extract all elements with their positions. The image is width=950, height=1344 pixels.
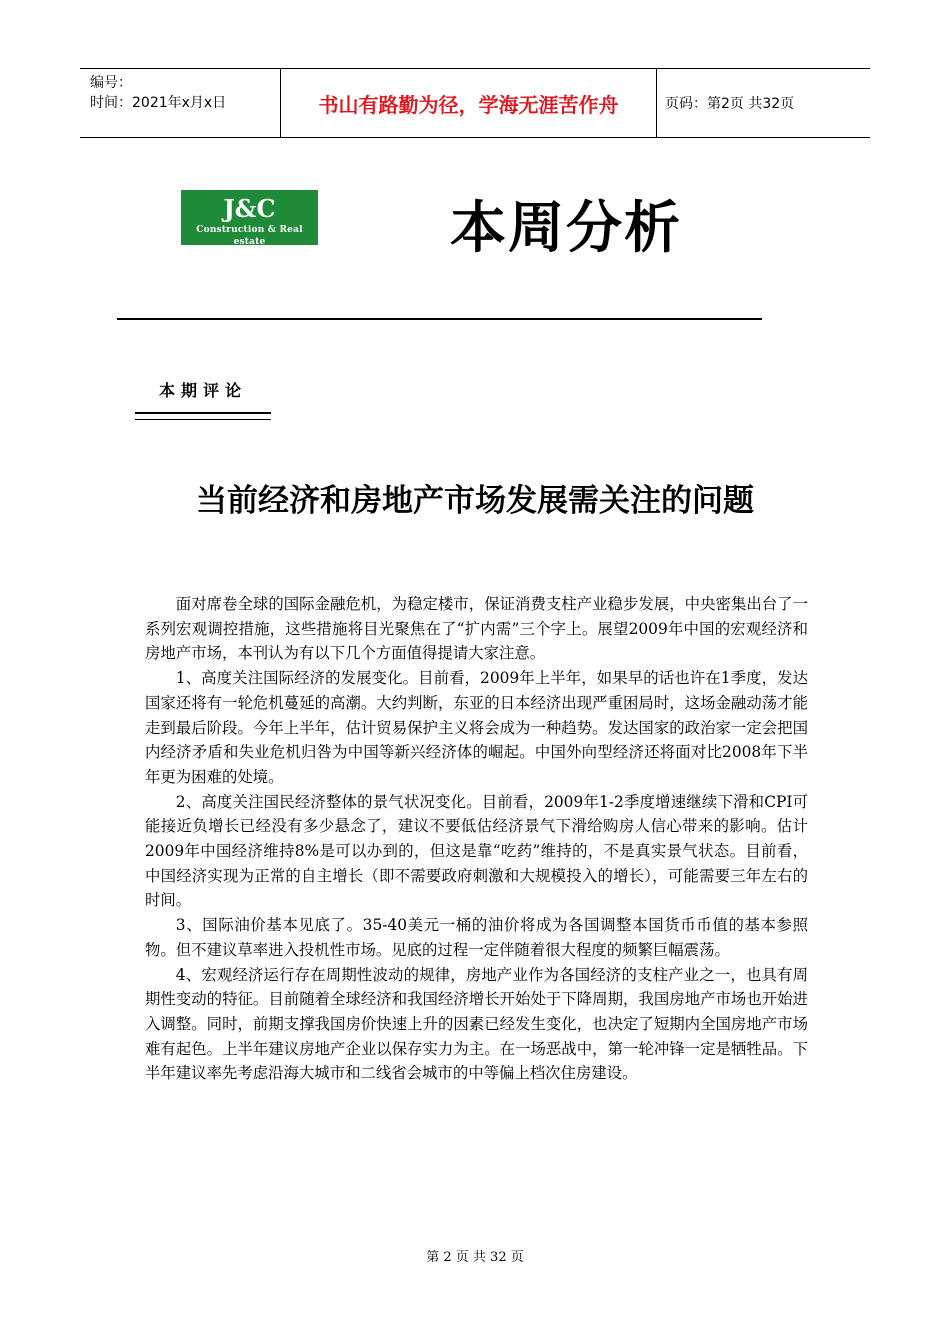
logo-main-text: J&C bbox=[223, 194, 276, 223]
title-divider bbox=[117, 318, 762, 320]
document-header bbox=[80, 68, 870, 138]
company-logo bbox=[181, 190, 318, 245]
article-title: 当前经济和房地产市场发展需关注的问题 bbox=[196, 483, 754, 519]
header-meta bbox=[80, 69, 281, 137]
section-label: 本期评论 bbox=[158, 381, 247, 400]
page-title: 本周分析 bbox=[450, 195, 682, 261]
section-rule-thick bbox=[135, 412, 271, 414]
paragraph: 4、宏观经济运行存在周期性波动的规律，房地产业作为各国经济的支柱产业之一，也具有周期性变动的特征。目前随着全球经济和我国经济增长开始处于下降周期，我国房地产市场也开始进入调整。同时，前期支撑我国房价快速上升的因素已经发生变化，也决定了短期内全国房地产市场难有起色。上半年建议房地产企业以保存实力为主。在一场恶战中，第一轮冲锋一定是牺牲品。下半年建议率先考虑沿海大城市和二线省会城市的中等偏上档次住房建设。 bbox=[145, 965, 808, 1083]
paragraph: 3、国际油价基本见底了。35-40美元一桶的油价将成为各国调整本国货币币值的基本参照物。但不建议草率进入投机性市场。见底的过程一定伴随着很大程度的频繁巨幅震荡。 bbox=[145, 916, 808, 959]
header-page-info: 页码：第2页 共32页 bbox=[665, 96, 795, 112]
paragraph: 面对席卷全球的国际金融危机，为稳定楼市，保证消费支柱产业稳步发展，中央密集出台了一系列宏观调控措施，这些措施将目光聚焦在了“扩内需”三个字上。展望2009年中国的宏观经济和房地产市场，本刊认为有以下几个方面值得提请大家注意。 bbox=[145, 595, 808, 663]
document-number: 编号： bbox=[90, 75, 132, 91]
header-motto: 书山有路勤为径，学海无涯苦作舟 bbox=[281, 69, 657, 137]
paragraph: 2、高度关注国民经济整体的景气状况变化。目前看，2009年1-2季度增速继续下滑和CPI可能接近负增长已经没有多少悬念了，建议不要低估经济景气下滑给购房人信心带来的影响。估计2009年中国经济维持8%是可以办到的，但这是靠“吃药”维持的，不是真实景气状态。目前看，中国经济实现为正常的自主增长（即不需要政府刺激和大规模投入的增长），可能需要三年左右的时间。 bbox=[145, 792, 808, 910]
logo-sub-text: Construction & Real estate bbox=[196, 225, 303, 247]
article-body bbox=[145, 592, 808, 1086]
paragraph: 1、高度关注国际经济的发展变化。目前看，2009年上半年，如果早的话也许在1季度，发达国家还将有一轮危机蔓延的高潮。大约判断，东亚的日本经济出现严重困局时，这场金融动荡才能走到最后阶段。今年上半年，估计贸易保护主义将会成为一种趋势。发达国家的政治家一定会把国内经济矛盾和失业危机归咎为中国等新兴经济体的崛起。中国外向型经济还将面对比2008年下半年更为困难的处境。 bbox=[145, 669, 808, 786]
document-date: 时间：2021年x月x日 bbox=[90, 95, 227, 111]
section-rule-thin bbox=[135, 419, 271, 420]
page-footer: 第 2 页 共 32 页 bbox=[426, 1250, 524, 1265]
